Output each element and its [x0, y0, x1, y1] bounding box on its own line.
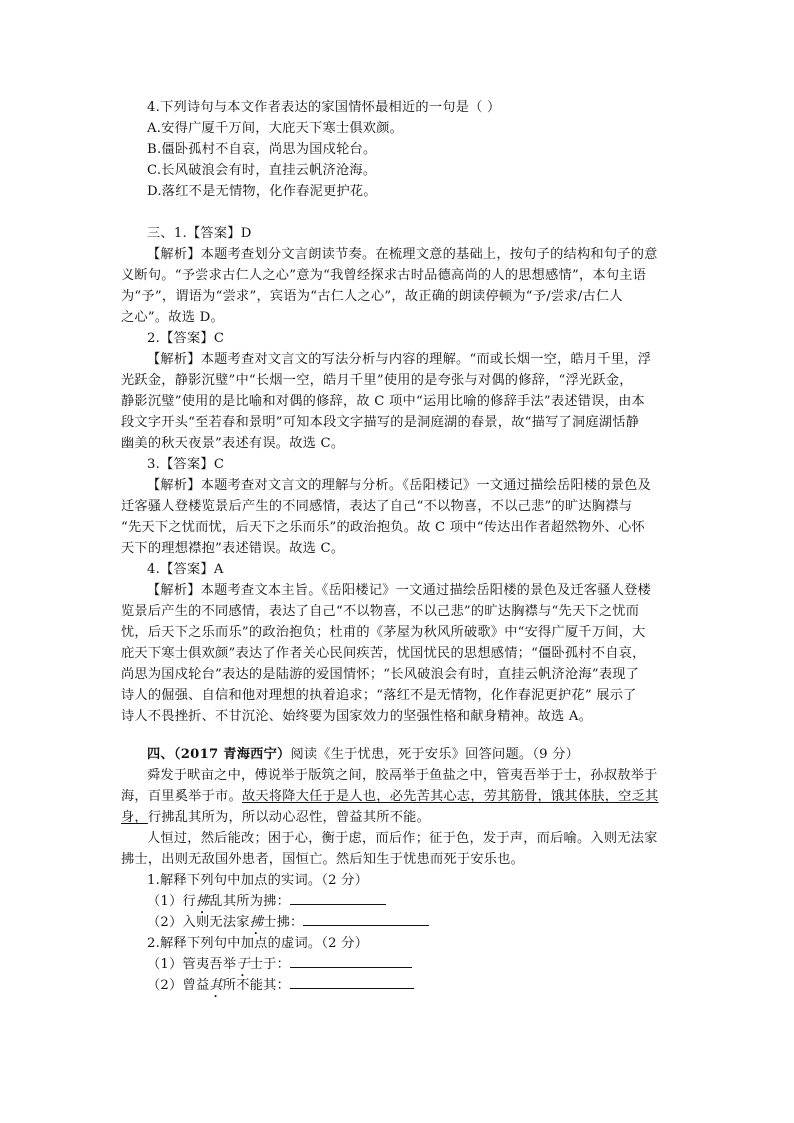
passage-underlined: 身，: [121, 810, 148, 825]
answer-3-line: 天下的理想襟抱”表述错误。故选 C。: [121, 541, 345, 556]
prompt-text: 士拂：: [263, 915, 304, 930]
passage-text: 行拂乱其所为，所以动心忍性，曾益其所不能。: [147, 810, 431, 825]
passage-text: 海，百里奚举于市。: [121, 789, 242, 804]
dotted-char: 拂: [195, 894, 210, 909]
section-4-instruction: 阅读《生于忧患，死于安乐》回答问题。（9 分）: [290, 747, 580, 762]
prompt-text: （1）行: [147, 894, 196, 909]
option-b: B.僵卧孤村不自哀，尚思为国戍轮台。: [147, 142, 377, 157]
answer-2-line: 光跃金，静影沉璧”中“长烟一空，皓月千里”使用的是夸张与对偶的修辞，“浮光跃金，: [121, 373, 633, 388]
answer-4-line: 诗人的倔强、自信和他对理想的执着追求；“落红不是无情物，化作春泥更护花” 展示了: [121, 688, 637, 703]
answer-1-line: 之心”。故选 D。: [121, 310, 224, 325]
prompt-text: （2）入则无法家: [147, 915, 250, 930]
passage-underlined: 故天将降大任于是人也，必先苦其心志，劳其筋骨，饿其体肤，空乏其: [241, 789, 659, 804]
option-d: D.落红不是无情物，化作春泥更护花。: [147, 184, 377, 199]
answer-3-title: 3.【答案】C: [147, 457, 225, 472]
answer-2-line: 段文字开头“至若春和景明”可知本段文字描写的是洞庭湖的春景，故“描写了洞庭湖恬静: [121, 415, 640, 430]
passage-line: 拂士，出则无敌国外患者，国恒亡。然后知生于忧患而死于安乐也。: [121, 852, 525, 867]
answer-2-line: 【解析】本题考查对文言文的写法分析与内容的理解。“而或长烟一空，皓月千里，浮: [147, 352, 652, 367]
dotted-char: 于: [236, 957, 250, 972]
answer-4-line: 览景后产生的不同感情，表达了自己“不以物喜，不以己悲”的旷达胸襟与“先天下之忧而: [121, 604, 640, 619]
passage-line: [121, 787, 659, 807]
answer-blank[interactable]: [290, 892, 386, 905]
answer-2-line: 静影沉璧”使用的是比喻和对偶的修辞，故 C 项中“运用比喻的修辞手法”表述错误，由本: [121, 394, 645, 409]
subquestion-2-2: [147, 976, 414, 1001]
question-4-stem: 4.下列诗句与本文作者表达的家国情怀最相近的一句是（ ）: [147, 100, 501, 115]
prompt-text: 所不能其：: [222, 978, 291, 993]
answer-1-title: 三、1.【答案】D: [147, 226, 252, 241]
subquestion-2: 2.解释下列句中加点的虚词。（2 分）: [147, 936, 369, 951]
answer-3-line: “先天下之忧而忧，后天下之乐而乐”的政治抱负。故 C 项中“传达出作者超然物外、心怀: [121, 520, 645, 535]
answer-blank[interactable]: [290, 955, 412, 968]
answer-4-line: 庇天下寒士俱欢颜”表达了作者关心民间疾苦，忧国忧民的思想感情；“僵卧孤村不自哀，: [121, 646, 646, 661]
section-4-heading: [147, 745, 579, 765]
answer-4-line: 尚思为国戍轮台”表达的是陆游的爱国情怀；“长风破浪会有时，直挂云帆济沧海”表现了: [121, 667, 640, 682]
answer-3-line: 迁客骚人登楼览景后产生的不同感情，表达了自己“不以物喜，不以己悲”的旷达胸襟与: [121, 499, 633, 514]
dotted-char: 其: [209, 978, 223, 993]
answer-1-line: 义断句。“予尝求古仁人之心”意为“我曾经探求古时品德高尚的人的思想感情”，本句主语: [121, 268, 647, 283]
passage-line: [121, 808, 430, 828]
section-4-source: 四、（2017 青海西宁）: [147, 747, 291, 762]
answer-4-line: 忧，后天下之乐而乐”的政治抱负；杜甫的《茅屋为秋风所破歌》中“安得广厦千万间，大: [121, 625, 646, 640]
answer-2-line: 幽美的秋天夜景”表述有误。故选 C。: [121, 436, 345, 451]
answer-4-line: 【解析】本题考查文本主旨。《岳阳楼记》一文通过描绘岳阳楼的景色及迁客骚人登楼: [147, 583, 652, 598]
answer-1-line: 为“予”，谓语为“尝求”，宾语为“古仁人之心”，故正确的朗读停顿为“予/尝求/古仁人: [121, 289, 623, 304]
answer-1-line: 【解析】本题考查划分文言朗读节奏。在梳理文意的基础上，按句子的结构和句子的意: [147, 247, 658, 262]
answer-4-line: 诗人不畏挫折、不甘沉沦、始终要为国家效力的坚强性格和献身精神。故选 A。: [121, 709, 593, 724]
answer-2-title: 2.【答案】C: [147, 331, 225, 346]
answer-4-title: 4.【答案】A: [147, 562, 224, 577]
prompt-text: 乱其所为拂：: [209, 894, 291, 909]
option-c: C.长风破浪会有时，直挂云帆济沧海。: [147, 163, 377, 178]
subquestion-1: 1.解释下列句中加点的实词。（2 分）: [147, 873, 369, 888]
option-a: A.安得广厦千万间，大庇天下寒士俱欢颜。: [147, 121, 404, 136]
prompt-text: 士于：: [249, 957, 291, 972]
answer-3-line: 【解析】本题考查对文言文的理解与分析。《岳阳楼记》一文通过描绘岳阳楼的景色及: [147, 478, 652, 493]
answer-blank[interactable]: [303, 913, 429, 926]
prompt-text: （1）管夷吾举: [147, 957, 237, 972]
prompt-text: （2）曾益: [147, 978, 210, 993]
passage-line: 人恒过，然后能改；困于心，衡于虑，而后作；征于色，发于声，而后喻。入则无法家: [147, 831, 658, 846]
dotted-char: 拂: [249, 915, 264, 930]
answer-blank[interactable]: [290, 976, 414, 989]
passage-line: 舜发于畎亩之中，傅说举于版筑之间，胶鬲举于鱼盐之中，管夷吾举于士，孙叔敖举于: [147, 768, 658, 783]
